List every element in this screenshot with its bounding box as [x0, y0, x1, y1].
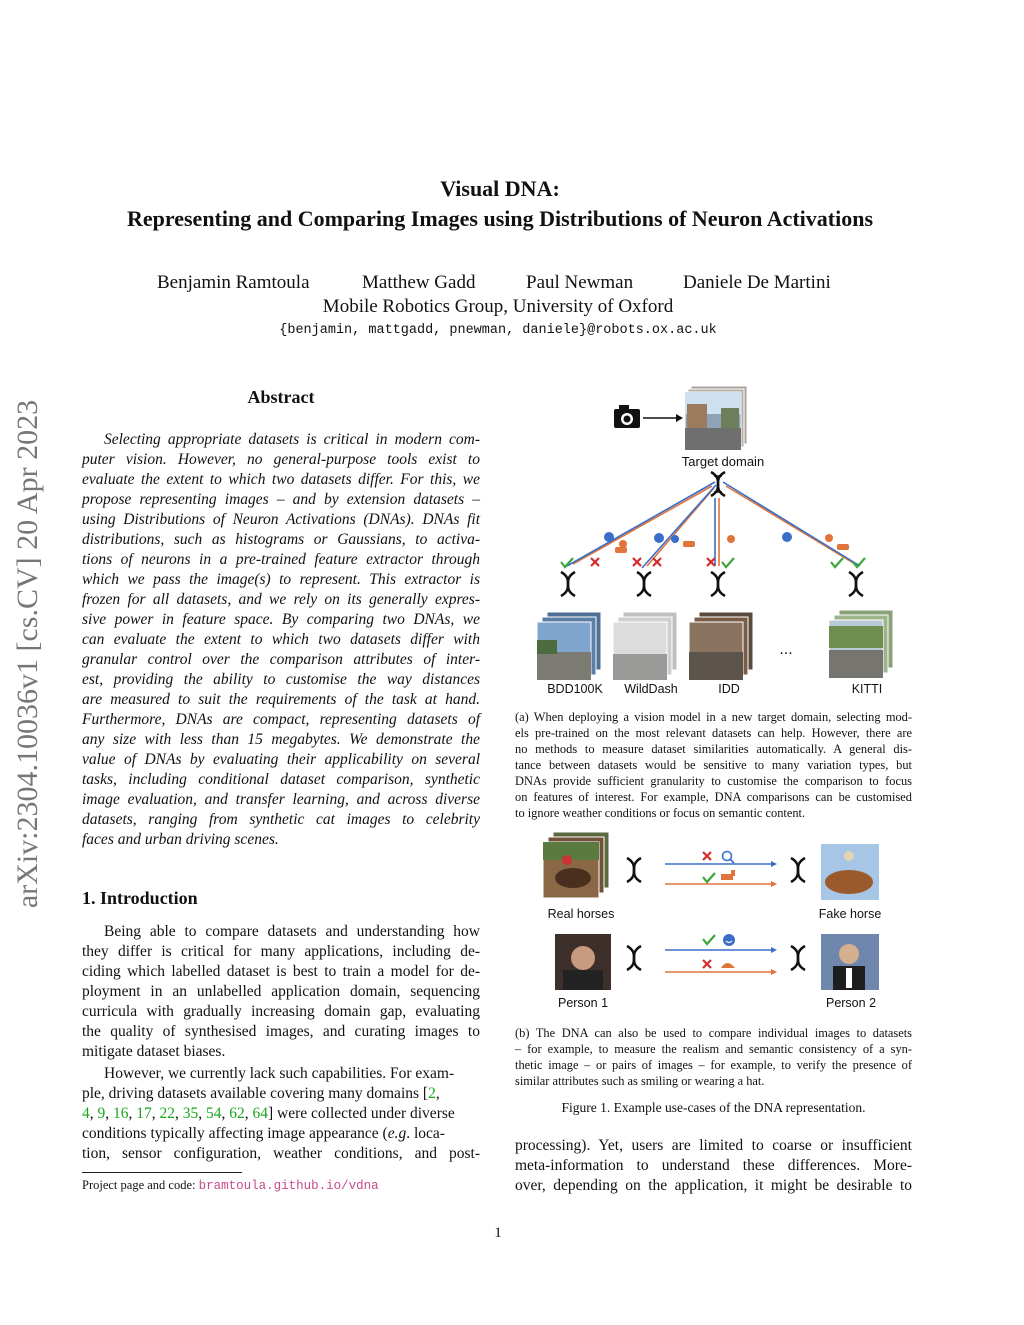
figure-1b — [515, 830, 915, 1020]
project-link[interactable]: bramtoula.github.io/vdna — [198, 1179, 379, 1193]
dataset-label-kitti: KITTI — [851, 682, 883, 696]
text-line: are measured to suit the requirements of the task at hand. — [82, 691, 480, 708]
dna-icon-person-1 — [627, 946, 641, 970]
dna-icon-idd — [711, 572, 725, 596]
citation-link[interactable]: 17 — [136, 1105, 152, 1122]
text-line: over, depending on the application, it might be desirable to — [515, 1177, 912, 1194]
intro-p2-line1: However, we currently lack such capabilities. For exam- — [104, 1065, 455, 1082]
emails: {benjamin, mattgadd, pnewman, daniele}@robots.ox.ac.uk — [279, 323, 717, 338]
text-line: (a) When deploying a vision model in a new target domain, selecting mod- — [515, 710, 912, 724]
dataset-label-bdd100k: BDD100K — [547, 682, 603, 696]
bike-icon — [619, 540, 627, 548]
label-person-2: Person 2 — [825, 996, 877, 1010]
text-line: using Distributions of Neuron Activations (DNAs). DNAs fit — [82, 511, 480, 528]
text-line: tasks, including conditional dataset comparison, synthetic — [82, 771, 480, 788]
smile-icon — [723, 934, 735, 946]
dna-icon-target — [711, 472, 725, 496]
dna-icon-real-horses — [627, 858, 641, 882]
hat-icon — [721, 963, 735, 968]
bike-icon — [671, 535, 679, 543]
figure-1a — [515, 382, 915, 702]
target-domain-label: Target domain — [681, 454, 765, 469]
person-2-image — [821, 934, 879, 990]
text-line: Being able to compare datasets and understanding how — [104, 923, 480, 940]
text-line: datasets, ranging from synthetic cat images to celebrity — [82, 811, 480, 828]
figure-caption-a — [515, 709, 912, 821]
check-icon — [853, 558, 865, 567]
condition-icons — [604, 532, 849, 553]
target-image-stack — [685, 386, 747, 450]
citation-link[interactable]: 16 — [113, 1105, 129, 1122]
text-line: (b) The DNA can also be used to compare individual images to datasets — [515, 1026, 912, 1040]
wilddash-image-stack — [613, 612, 677, 680]
text-line: granular control over the comparison attributes of inter- — [82, 651, 480, 668]
cross-icon — [633, 558, 641, 566]
paper-title-line2: Representing and Comparing Images using Distributions of Neuron Activations — [126, 206, 874, 231]
footnote-label: Project page and code: — [82, 1178, 196, 1192]
text-line: frozen for all datasets, and we rely on its generally expres- — [82, 591, 480, 608]
check-icon — [722, 558, 734, 567]
weather-icon — [654, 533, 664, 543]
text-line: DNAs provide sufficient granularity to customise the comparison to focus — [515, 774, 912, 788]
dna-icon-fake-horse — [791, 858, 805, 882]
author-1: Benjamin Ramtoula — [157, 272, 310, 293]
author-3: Paul Newman — [526, 272, 634, 293]
fake-horse-image — [821, 844, 879, 900]
magnifier-icon — [723, 852, 735, 864]
arxiv-id: arXiv:2304.10036v1 [cs.CV] 20 Apr 2023 — [11, 399, 44, 909]
intro-heading: 1. Introduction — [82, 888, 198, 908]
text-line: mitigate dataset biases. — [82, 1043, 226, 1060]
text-line: similar attributes such as smiling or wearing a hat. — [515, 1074, 765, 1088]
text-line: on features of interest. For example, DNA comparisons can be customised — [515, 790, 912, 804]
cross-icon — [703, 960, 711, 968]
paper-title-line1: Visual DNA: — [440, 176, 560, 201]
intro-p2-line5: tion, sensor configuration, weather conditions, and post- — [82, 1145, 480, 1162]
weather-icon — [604, 532, 614, 542]
text-line: can evaluate the extent to which two datasets differ with — [82, 631, 480, 648]
arxiv-stamp — [8, 354, 48, 954]
text-line: any size with less than 15 megabytes. We demonstrate the — [82, 731, 480, 748]
bdd100k-image-stack — [537, 612, 601, 680]
text-line: faces and urban driving scenes. — [82, 831, 279, 848]
idd-image-stack — [689, 612, 753, 680]
text-line: Furthermore, DNAs are compact, representing datasets of — [82, 711, 480, 728]
affiliation: Mobile Robotics Group, University of Oxford — [322, 296, 674, 317]
dataset-label-idd: IDD — [718, 682, 740, 696]
right-column-text — [515, 1136, 912, 1196]
text-line: tance between datasets would be sensitive to many variation types, but — [515, 758, 912, 772]
text-line: to ignore weather conditions or focus on semantic content. — [515, 806, 806, 820]
label-real-horses: Real horses — [547, 907, 615, 921]
figure-main-caption: Figure 1. Example use-cases of the DNA representation. — [561, 1100, 866, 1115]
citation-link[interactable]: 4 — [82, 1105, 90, 1122]
text-line: no methods to measure dataset similarities automatically. A general dis- — [515, 742, 912, 756]
text-line: est, providing the ability to customise the way distances — [82, 671, 480, 688]
text-line: ployment in an unlabelled application domain, sequencing — [82, 983, 480, 1000]
check-icon — [561, 558, 573, 567]
text-line: puter vision. However, no general-purpose tools exist to — [82, 451, 480, 468]
abstract-heading: Abstract — [247, 387, 315, 407]
match-marks — [561, 558, 865, 567]
citation-link[interactable]: 22 — [159, 1105, 175, 1122]
text-line: image evaluation, and transfer learning, and across diverse — [82, 791, 480, 808]
car-icon — [615, 547, 627, 553]
weather-icon — [782, 532, 792, 542]
text-line: propose representing images – and by extension datasets – — [82, 491, 480, 508]
citation-link[interactable]: 35 — [182, 1105, 199, 1122]
footnote — [82, 1178, 379, 1193]
text-line: processing). Yet, users are limited to coarse or insufficient — [515, 1137, 912, 1154]
intro-p2-line4: conditions typically affecting image appearance (e.g. loca- — [82, 1125, 445, 1142]
dna-icon-kitti — [849, 572, 863, 596]
cross-icon — [707, 558, 715, 566]
bike-icon — [825, 534, 833, 542]
check-icon — [831, 558, 843, 567]
intro-paragraph-2 — [82, 1064, 480, 1164]
text-line: sive power in feature space. By comparing two DNAs, we — [82, 611, 480, 628]
label-fake-horse: Fake horse — [818, 907, 882, 921]
citation-link[interactable]: 62 — [229, 1105, 245, 1122]
check-icon — [703, 935, 715, 944]
car-icon — [837, 544, 849, 550]
text-line: ciding which labelled dataset is best to train a model for de- — [82, 963, 480, 980]
citation-link[interactable]: 54 — [206, 1105, 222, 1122]
author-2: Matthew Gadd — [362, 272, 476, 293]
footnote-rule — [82, 1172, 242, 1173]
text-line: they differ is critical for many applications, including de- — [82, 943, 480, 960]
intro-p2-line2: ple, driving datasets available covering many domains [2, — [82, 1085, 440, 1102]
text-line: distributions, such as histograms or Gaussians, to activa- — [82, 531, 480, 548]
page-number: 1 — [494, 1225, 502, 1241]
abstract-body — [82, 430, 480, 850]
dna-icon-bdd — [561, 572, 575, 596]
text-line: which we pass the image(s) to represent. This extractor is — [82, 571, 480, 588]
bike-icon — [727, 535, 735, 543]
dna-icon-wilddash — [637, 572, 651, 596]
cross-icon — [591, 558, 599, 566]
label-person-1: Person 1 — [557, 996, 609, 1010]
text-line: meta-information to understand these differences. More- — [515, 1157, 912, 1174]
dataset-label-wilddash: WildDash — [624, 682, 678, 696]
text-line: value of DNAs by evaluating their applicability on several — [82, 751, 480, 768]
text-line: – for example, to measure the realism and semantic consistency of a syn- — [515, 1042, 912, 1056]
dna-icon-person-2 — [791, 946, 805, 970]
car-icon — [683, 541, 695, 547]
real-horses-image-stack — [543, 832, 609, 898]
citation-link[interactable]: 2 — [428, 1085, 436, 1102]
citation-link[interactable]: 9 — [97, 1105, 106, 1122]
figure-caption-b — [515, 1025, 912, 1089]
intro-paragraph-1 — [82, 922, 480, 1062]
cross-icon — [703, 852, 711, 860]
text-line: els pre-trained on the most relevant datasets can help. However, there are — [515, 726, 912, 740]
intro-p2-line3: 4, 9, 16, 17, 22, 35, 54, 62, 64] were collected under diverse — [82, 1105, 455, 1122]
check-icon — [703, 873, 715, 882]
cross-icon — [653, 558, 661, 566]
text-line: thetic image – or pairs of images – for example, to verify the presence of — [515, 1058, 912, 1072]
camera-icon — [614, 405, 640, 428]
text-line: Selecting appropriate datasets is critical in modern com- — [104, 431, 480, 448]
person-1-image — [555, 934, 611, 990]
horse-icon — [721, 870, 735, 880]
citation-link[interactable]: 64 — [252, 1105, 268, 1122]
text-line: tions of neurons in a pre-trained feature extractor through — [82, 551, 480, 568]
author-4: Daniele De Martini — [683, 272, 831, 293]
ellipsis: ... — [779, 641, 793, 658]
kitti-image-stack — [829, 610, 893, 678]
text-line: the quality of synthesised images, and curating images to — [82, 1023, 480, 1040]
text-line: evaluate the extent to which two datasets differ. For this, we — [82, 471, 480, 488]
text-line: curricula with gradually increasing domain gap, evaluating — [82, 1003, 480, 1020]
